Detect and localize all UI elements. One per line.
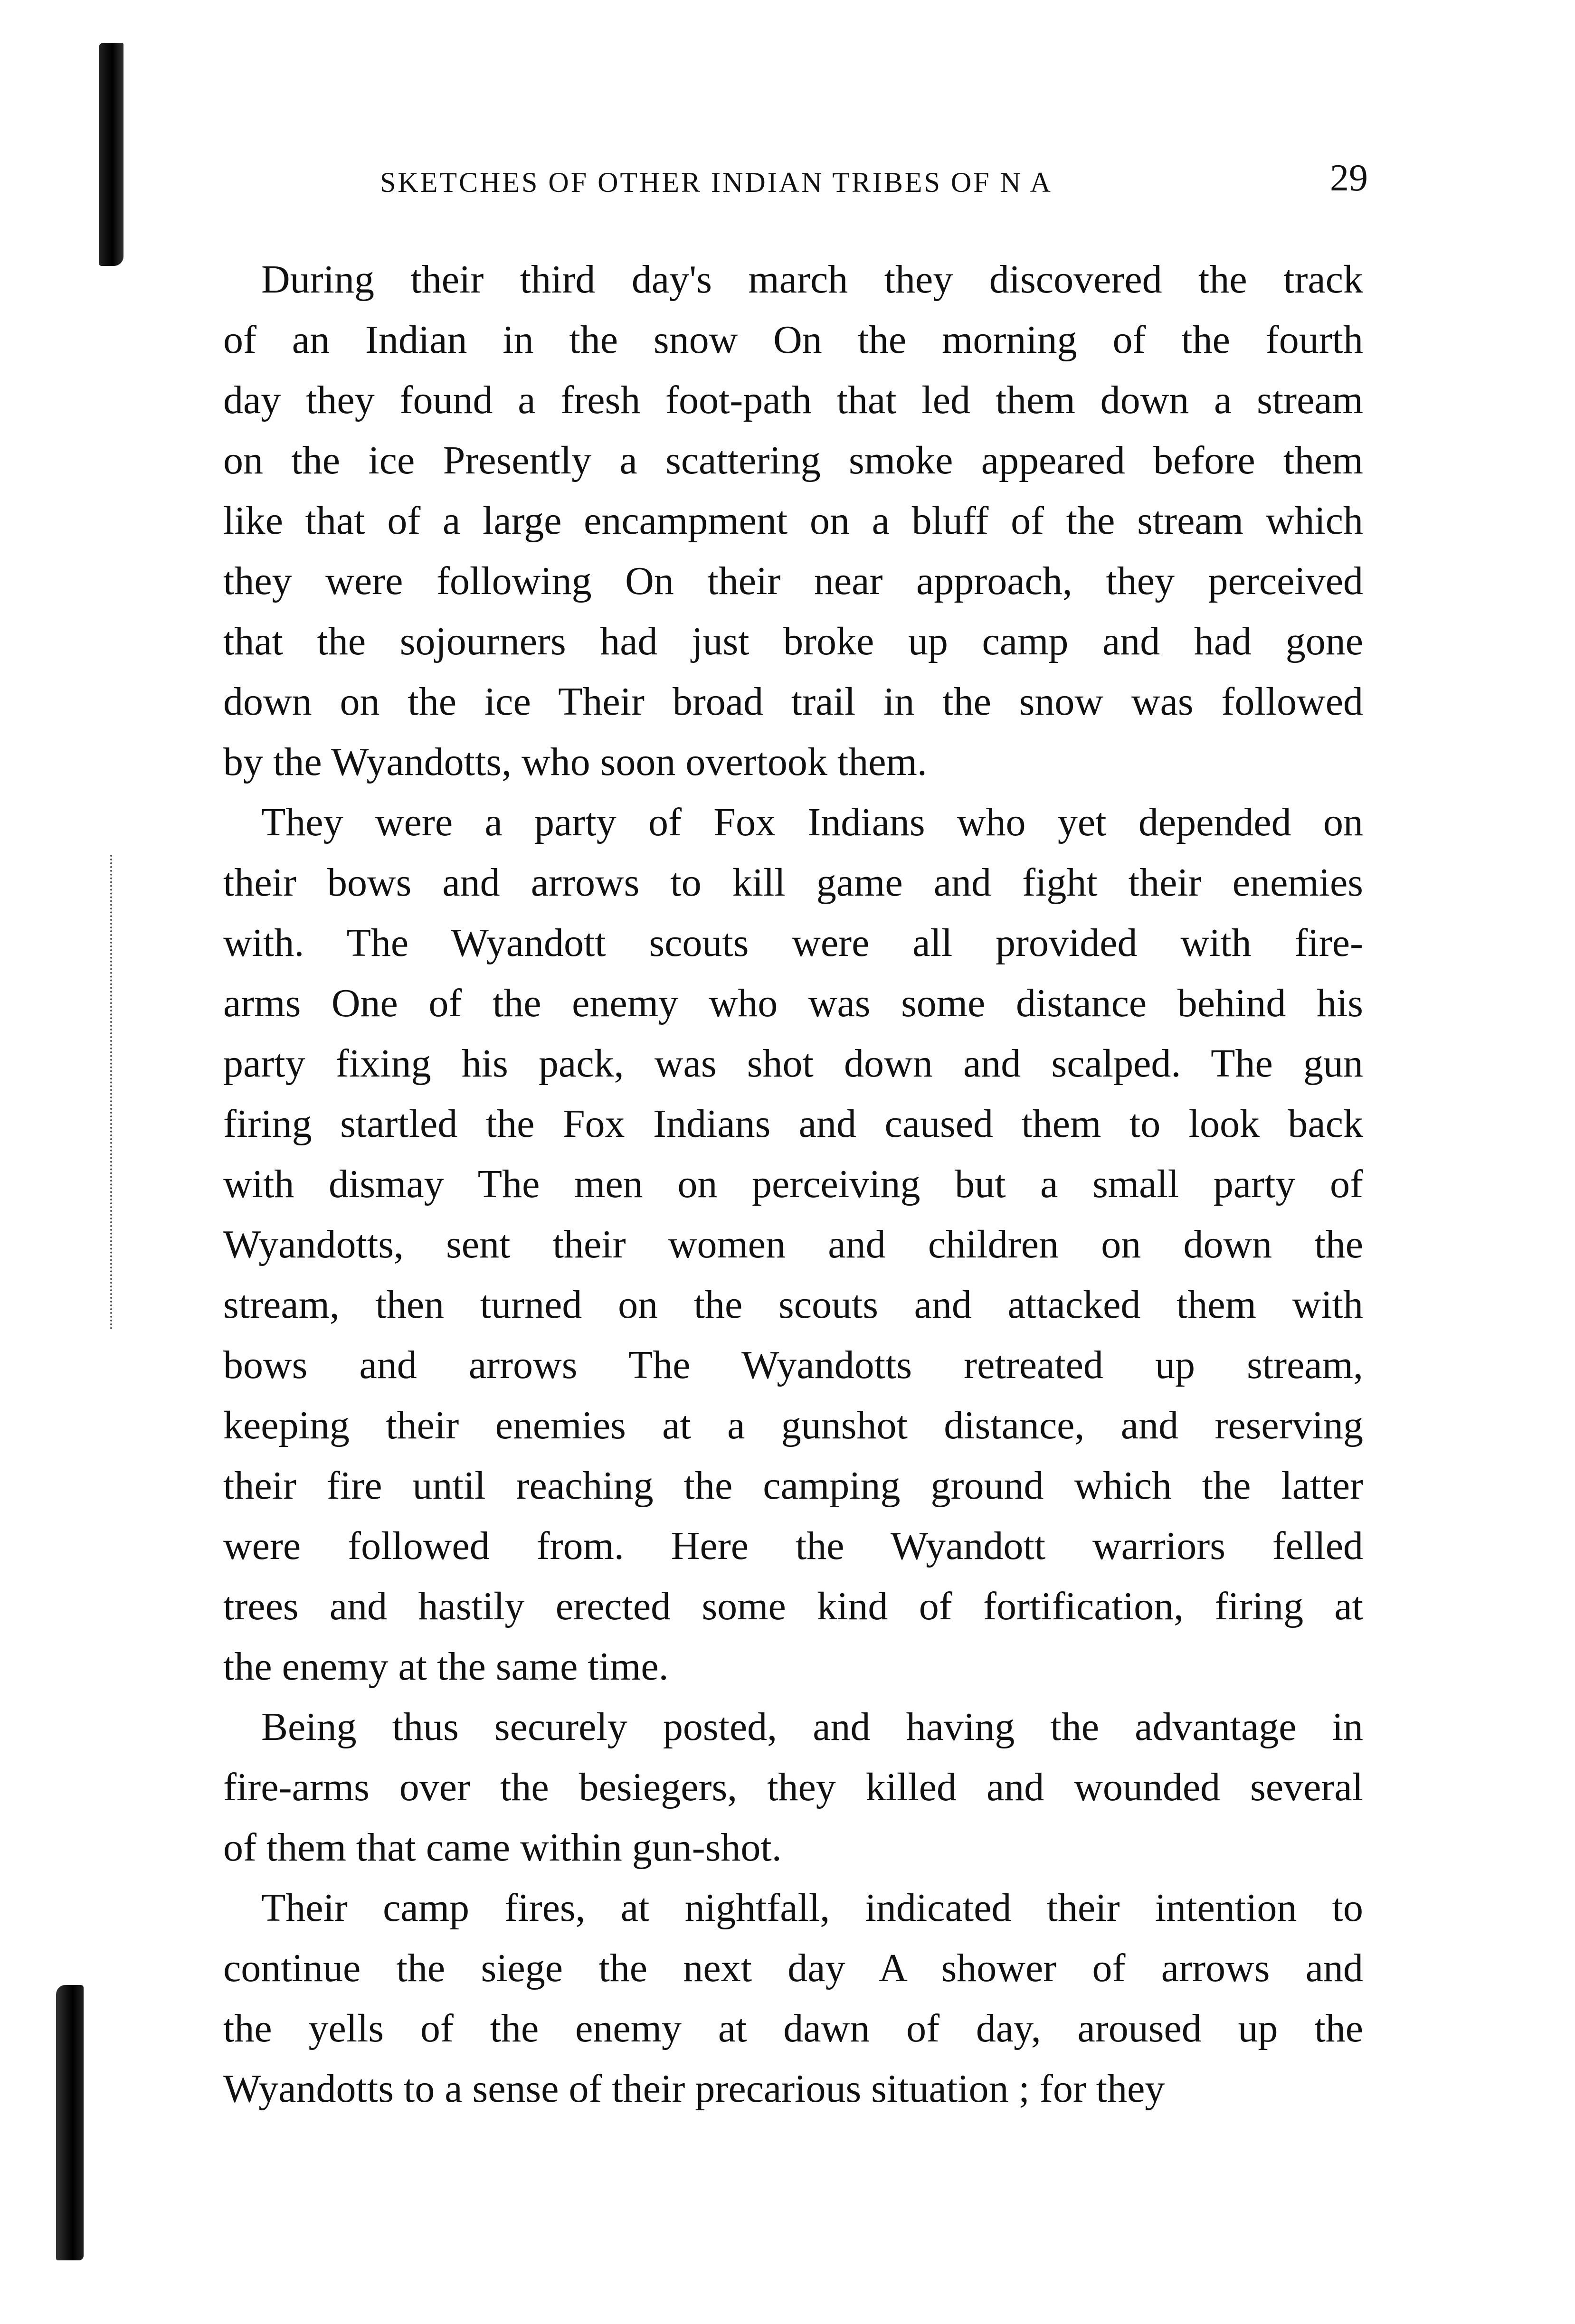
- paragraph: [223, 1878, 1363, 2119]
- paragraph: [223, 792, 1363, 1697]
- text-line: arms One of the enemy who was some distance behind his: [223, 981, 1363, 1025]
- text-line: Their camp fires, at nightfall, indicated their intention to: [261, 1886, 1363, 1930]
- body-text: [223, 249, 1363, 2119]
- text-line: day they found a fresh foot-path that led them down a stream: [223, 378, 1363, 422]
- text-line: Being thus securely posted, and having the advantage in: [261, 1705, 1363, 1749]
- text-line: During their third day's march they discovered the track: [261, 257, 1363, 302]
- text-line: fire-arms over the besiegers, they killed and wounded several: [223, 1765, 1363, 1809]
- text-line: of them that came within gun-shot.: [223, 1825, 782, 1870]
- text-line: They were a party of Fox Indians who yet depended on: [261, 800, 1363, 844]
- text-line: trees and hastily erected some kind of fortification, firing at: [223, 1584, 1363, 1628]
- text-line: by the Wyandotts, who soon overtook them.: [223, 740, 927, 784]
- text-line: on the ice Presently a scattering smoke appeared before them: [223, 438, 1363, 482]
- page-number: 29: [1330, 157, 1368, 199]
- running-head: [380, 157, 1387, 204]
- paragraph: [223, 1697, 1363, 1878]
- text-line: with dismay The men on perceiving but a small party of: [223, 1162, 1363, 1206]
- text-line: down on the ice Their broad trail in the snow was followed: [223, 680, 1363, 724]
- text-line: keeping their enemies at a gunshot distance, and reserving: [223, 1403, 1363, 1447]
- paragraph: [223, 249, 1363, 792]
- text-line: were followed from. Here the Wyandott warriors felled: [223, 1524, 1363, 1568]
- binding-shadow-top: [99, 43, 123, 266]
- text-line: they were following On their near approach, they perceived: [223, 559, 1363, 603]
- text-line: like that of a large encampment on a bluff of the stream which: [223, 499, 1363, 543]
- text-line: that the sojourners had just broke up camp and had gone: [223, 619, 1363, 663]
- text-line: the enemy at the same time.: [223, 1644, 669, 1689]
- text-line: continue the siege the next day A shower of arrows and: [223, 1946, 1363, 1990]
- binding-specks: [110, 855, 117, 1330]
- text-line: their bows and arrows to kill game and fight their enemies: [223, 860, 1363, 905]
- text-line: of an Indian in the snow On the morning of the fourth: [223, 318, 1363, 362]
- text-line: bows and arrows The Wyandotts retreated up stream,: [223, 1343, 1363, 1387]
- text-line: firing startled the Fox Indians and caused them to look back: [223, 1102, 1363, 1146]
- text-line: stream, then turned on the scouts and attacked them with: [223, 1283, 1363, 1327]
- text-line: with. The Wyandott scouts were all provided with fire-: [223, 921, 1363, 965]
- text-line: Wyandotts to a sense of their precarious situation ; for they: [223, 2067, 1165, 2111]
- text-line: Wyandotts, sent their women and children on down the: [223, 1222, 1363, 1266]
- binding-shadow-bottom: [56, 1985, 84, 2260]
- running-title: SKETCHES OF OTHER INDIAN TRIBES OF N A: [380, 167, 1053, 198]
- text-line: party fixing his pack, was shot down and scalped. The gun: [223, 1041, 1363, 1086]
- text-line: the yells of the enemy at dawn of day, aroused up the: [223, 2006, 1363, 2050]
- text-line: their fire until reaching the camping ground which the latter: [223, 1464, 1363, 1508]
